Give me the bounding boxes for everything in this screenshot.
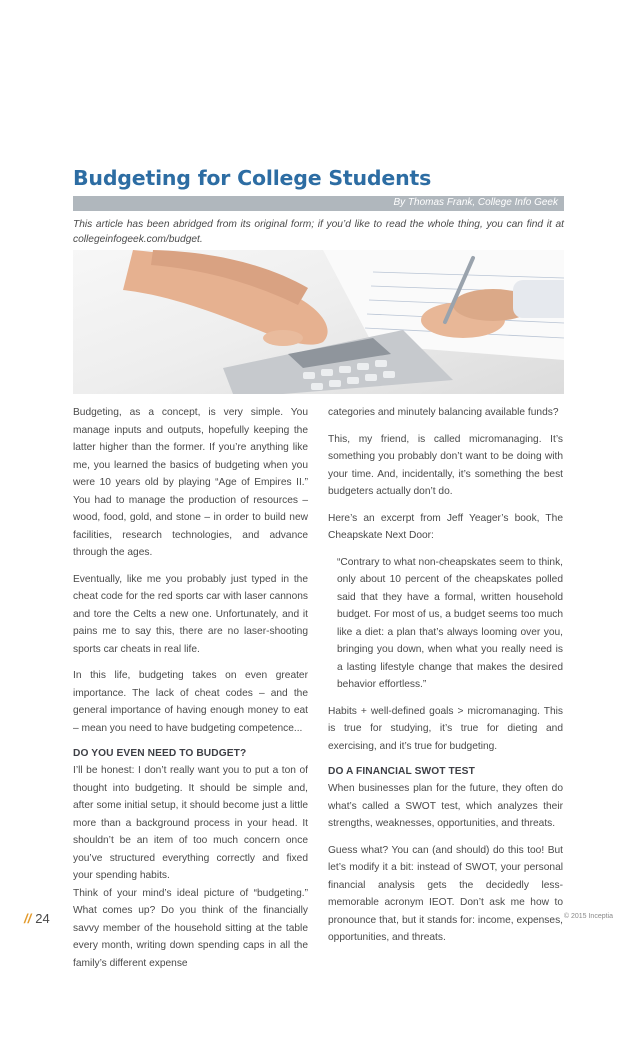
right-paragraph-3: Here’s an excerpt from Jeff Yeager’s book, The Cheapskate Next Door: [328,512,563,541]
page-number-value: 24 [35,911,50,926]
right-column [328,404,563,956]
byline-bar [73,196,564,211]
left-paragraph-2: Eventually, like me you probably just typed in the cheat code for the red sports car with laser cannons and tore the Celts a new one. Unfortunately, and it pains me to say this, there are no laser-shooting sports car cheats in real life. [73,573,308,655]
page-accent-slashes: // [24,911,32,926]
intro-note: This article has been abridged from its original form; if you’d like to read the whole thing, you can find it at collegeinfogeek.com/budget. [73,219,564,245]
right-paragraph-2: This, my friend, is called micromanaging. It’s something you probably don’t want to be doing with your time. And, incidentally, it’s something the best budgeters actually don’t do. [328,433,563,497]
right-paragraph-1: categories and minutely balancing available funds? [328,407,559,418]
byline: By Thomas Frank, College Info Geek [393,197,558,208]
left-paragraph-4: I’ll be honest: I don’t really want you to put a ton of thought into budgeting. It should be simple and, after some initial setup, it should become just a little more than a background process in your head. It shouldn’t be an item of too much concern once you’ve structured everything correctly and fixed your spending habits. [73,765,308,881]
section-heading-budget: DO YOU EVEN NEED TO BUDGET? [73,748,247,759]
left-paragraph-5: Think of your mind’s ideal picture of “budgeting.” What comes up? Do you think of the financially savvy member of the household sitting at the table every month, writing down spending caps in all the family’s different expense [73,887,308,969]
book-quote: “Contrary to what non-cheapskates seem to think, only about 10 percent of the cheapskates polled said that they have a formal, written household budget. For most of us, a budget seems too much like a diet: a plan that’s always looming over you, bringing you down, when what you really need is a lasting lifestyle change that makes the desired behavior effortless.” [337,556,563,690]
article-title: Budgeting for College Students [73,166,432,190]
hand-calculator-photo [73,250,564,394]
right-paragraph-4: Habits + well-defined goals > micromanaging. This is true for studying, it’s true for dieting and exercising, and it’s true for budgeting. [328,705,563,752]
page-number [24,911,50,926]
right-paragraph-6: Guess what? You can (and should) do this too! But let’s modify it a bit: instead of SWOT, your personal financial analysis gets the decidedly less-memorable acronym IEOT. Don’t ask me how to pronounce that, but it stands for: income, expenses, opportunities, and threats. [328,844,563,943]
left-paragraph-1: Budgeting, as a concept, is very simple. You manage inputs and outputs, hopefully keeping the latter higher than the former. If you’re anything like me, you learned the basics of budgeting when you were 10 years old by playing “Age of Empires II.” You had to manage the production of resources – wood, food, gold, and stone – in order to build new facilities, research technologies, and advance through the ages. [73,407,308,558]
copyright-notice: © 2015 Inceptia [563,913,613,920]
left-paragraph-3: In this life, budgeting takes on even greater importance. The lack of cheat codes – and the general importance of having enough money to eat – mean you need to have budgeting competence... [73,670,308,734]
left-column [73,404,308,981]
section-heading-swot: DO A FINANCIAL SWOT TEST [328,766,475,777]
right-paragraph-5: When businesses plan for the future, they often do what’s called a SWOT test, which analyzes their strengths, weaknesses, opportunities, and threats. [328,783,563,829]
